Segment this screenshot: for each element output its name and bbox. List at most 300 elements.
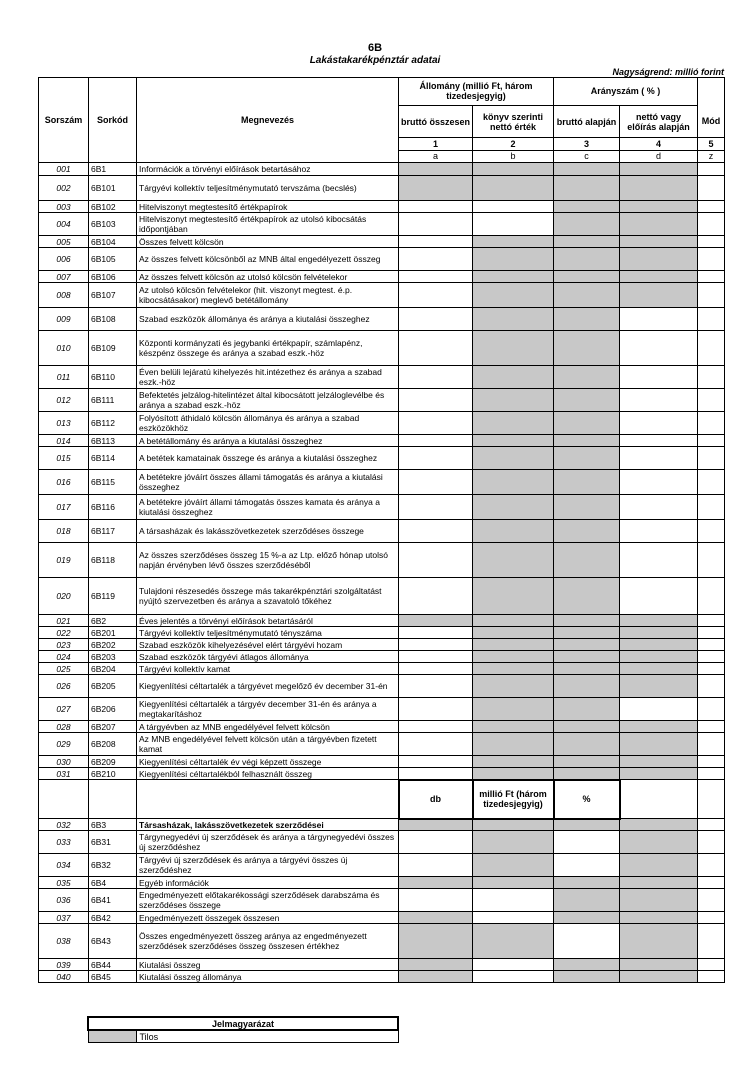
value-cell [473, 854, 554, 877]
mod-cell[interactable] [698, 627, 725, 639]
row-sorszam: 038 [39, 924, 89, 959]
mod-cell[interactable] [698, 663, 725, 675]
value-cell[interactable] [399, 889, 473, 912]
row-sorszam: 034 [39, 854, 89, 877]
col-header-aranyszam: Arányszám ( % ) [554, 78, 698, 106]
table-row [39, 721, 725, 733]
table-row [39, 627, 725, 639]
value-cell[interactable] [620, 698, 698, 721]
mod-cell[interactable] [698, 651, 725, 663]
row-megnevezes: Kiegyenlítési céltartalék a tárgyévet megelőző év december 31-én [137, 675, 399, 698]
value-cell [554, 912, 620, 924]
value-cell[interactable] [554, 831, 620, 854]
row-megnevezes: Tárgyévi új szerződések és aránya a tárgyévi összes új szerződéshez [137, 854, 399, 877]
value-cell [399, 877, 473, 889]
mod-cell[interactable] [698, 733, 725, 756]
value-cell [620, 639, 698, 651]
row-megnevezes: Engedményezett előtakarékossági szerződések darabszáma és szerződéses összege [137, 889, 399, 912]
row-megnevezes: Kiutalási összeg állománya [137, 971, 399, 983]
value-cell [473, 578, 554, 615]
table-row [39, 675, 725, 698]
col-letter: z [698, 150, 725, 162]
table-row [39, 520, 725, 543]
value-cell[interactable] [399, 331, 473, 366]
value-cell [554, 543, 620, 578]
row-sorkod: 6B117 [89, 520, 137, 543]
mod-cell[interactable] [698, 271, 725, 283]
row-megnevezes: Szabad eszközök állománya és aránya a kiutalási összeghez [137, 308, 399, 331]
mod-cell[interactable] [698, 877, 725, 889]
value-cell [473, 698, 554, 721]
row-sorszam: 021 [39, 615, 89, 627]
value-cell[interactable] [399, 768, 473, 780]
value-cell[interactable] [620, 366, 698, 389]
row-sorkod: 6B204 [89, 663, 137, 675]
value-cell[interactable] [399, 831, 473, 854]
row-sorszam: 012 [39, 389, 89, 412]
value-cell [620, 721, 698, 733]
table-row [39, 201, 725, 213]
value-cell [473, 163, 554, 176]
row-megnevezes: Hitelviszonyt megtestesítő értékpapírok az utolsó kibocsátás időpontjában [137, 213, 399, 236]
value-cell [473, 271, 554, 283]
row-megnevezes: Információk a törvényi előírások betartásához [137, 163, 399, 176]
mod-cell[interactable] [698, 971, 725, 983]
row-sorszam: 037 [39, 912, 89, 924]
value-cell [473, 831, 554, 854]
row-megnevezes: Folyósított áthidaló kölcsön állománya és aránya a szabad eszközökhöz [137, 412, 399, 435]
value-cell [620, 971, 698, 983]
row-megnevezes: Tárgynegyedévi új szerződések és aránya a tárgynegyedévi összes új szerződéshez [137, 831, 399, 854]
value-cell [554, 283, 620, 308]
row-sorszam: 027 [39, 698, 89, 721]
value-cell [473, 412, 554, 435]
col-header-megnevezes: Megnevezés [137, 78, 399, 163]
value-cell [554, 412, 620, 435]
table-row [39, 308, 725, 331]
value-cell [620, 176, 698, 201]
value-cell[interactable] [399, 663, 473, 675]
value-cell[interactable] [399, 412, 473, 435]
table-row [39, 447, 725, 470]
row-megnevezes: Kiegyenlítési céltartalék év végi képzett összege [137, 756, 399, 768]
mod-cell[interactable] [698, 201, 725, 213]
row-megnevezes: Befektetés jelzálog-hitelintézet által kibocsátott jelzáloglevélbe és aránya a szabad eszk.-höz [137, 389, 399, 412]
value-cell [620, 756, 698, 768]
col-header-pct: % [554, 780, 620, 819]
row-megnevezes: A betétekre jóváírt összes állami támogatás és aránya a kiutalási összeghez [137, 470, 399, 495]
value-cell [620, 163, 698, 176]
table-row [39, 213, 725, 236]
value-cell[interactable] [399, 675, 473, 698]
mod-cell[interactable] [698, 768, 725, 780]
value-cell[interactable] [620, 331, 698, 366]
value-cell[interactable] [399, 308, 473, 331]
col-header-mod: Mód [698, 105, 725, 137]
unit-label: Nagyságrend: millió forint [612, 67, 724, 77]
value-cell [554, 176, 620, 201]
row-sorszam: 033 [39, 831, 89, 854]
row-megnevezes: Hitelviszonyt megtestesítő értékpapírok [137, 201, 399, 213]
col-letter: a [399, 150, 473, 162]
row-megnevezes: A társasházak és lakásszövetkezetek szerződéses összege [137, 520, 399, 543]
value-cell[interactable] [473, 213, 554, 236]
row-sorkod: 6B209 [89, 756, 137, 768]
table-row [39, 768, 725, 780]
value-cell [473, 756, 554, 768]
mod-cell[interactable] [698, 163, 725, 176]
table-row [39, 176, 725, 201]
row-sorkod: 6B44 [89, 959, 137, 971]
row-sorszam: 001 [39, 163, 89, 176]
value-cell [620, 733, 698, 756]
row-sorkod: 6B104 [89, 236, 137, 248]
value-cell[interactable] [620, 520, 698, 543]
value-cell[interactable] [620, 308, 698, 331]
row-sorkod: 6B111 [89, 389, 137, 412]
value-cell [473, 331, 554, 366]
value-cell [473, 615, 554, 627]
value-cell [473, 366, 554, 389]
value-cell [620, 912, 698, 924]
table-row [39, 831, 725, 854]
mod-cell[interactable] [698, 543, 725, 578]
value-cell [554, 651, 620, 663]
row-sorszam: 023 [39, 639, 89, 651]
value-cell [473, 663, 554, 675]
mod-cell[interactable] [698, 520, 725, 543]
table-row [39, 756, 725, 768]
table-row [39, 435, 725, 447]
table-row [39, 366, 725, 389]
value-cell[interactable] [620, 543, 698, 578]
row-sorszam: 029 [39, 733, 89, 756]
row-megnevezes: Az MNB engedélyével felvett kölcsön után a tárgyévben fizetett kamat [137, 733, 399, 756]
mod-cell[interactable] [698, 176, 725, 201]
row-sorszam: 028 [39, 721, 89, 733]
table-row [39, 389, 725, 412]
mod-cell[interactable] [698, 366, 725, 389]
mod-cell[interactable] [698, 283, 725, 308]
value-cell[interactable] [620, 435, 698, 447]
value-cell [554, 721, 620, 733]
row-sorszam: 025 [39, 663, 89, 675]
row-sorkod: 6B1 [89, 163, 137, 176]
value-cell [554, 248, 620, 271]
row-sorszam: 008 [39, 283, 89, 308]
col-number: 4 [620, 138, 698, 150]
row-sorkod: 6B31 [89, 831, 137, 854]
value-cell [554, 971, 620, 983]
value-cell[interactable] [473, 201, 554, 213]
mod-cell[interactable] [698, 236, 725, 248]
value-cell [554, 271, 620, 283]
value-cell [554, 698, 620, 721]
row-sorkod: 6B109 [89, 331, 137, 366]
value-cell [473, 675, 554, 698]
value-cell[interactable] [399, 213, 473, 236]
value-cell [473, 819, 554, 831]
row-megnevezes: Az összes szerződéses összeg 15 %-a az Ltp. előző hónap utolsó napján érvényben lévő összes szerződéséből [137, 543, 399, 578]
row-megnevezes: Társasházak, lakásszövetkezetek szerződései [137, 819, 399, 831]
row-sorkod: 6B110 [89, 366, 137, 389]
table-row [39, 819, 725, 831]
value-cell [473, 176, 554, 201]
row-sorkod: 6B207 [89, 721, 137, 733]
value-cell[interactable] [399, 470, 473, 495]
mod-cell[interactable] [698, 698, 725, 721]
row-sorszam: 007 [39, 271, 89, 283]
value-cell [473, 520, 554, 543]
mod-cell[interactable] [698, 675, 725, 698]
col-header-millio: millió Ft (három tizedesjegyig) [473, 780, 554, 819]
value-cell [473, 308, 554, 331]
value-cell [620, 283, 698, 308]
row-sorszam: 018 [39, 520, 89, 543]
value-cell [473, 470, 554, 495]
row-sorszam: 039 [39, 959, 89, 971]
value-cell[interactable] [399, 543, 473, 578]
row-megnevezes: A betétállomány és aránya a kiutalási összeghez [137, 435, 399, 447]
row-sorszam: 030 [39, 756, 89, 768]
row-megnevezes: Kiutalási összeg [137, 959, 399, 971]
mod-cell[interactable] [698, 831, 725, 854]
value-cell[interactable] [399, 854, 473, 877]
row-sorkod: 6B103 [89, 213, 137, 236]
table-row [39, 924, 725, 959]
value-cell [554, 236, 620, 248]
value-cell [620, 831, 698, 854]
value-cell[interactable] [620, 578, 698, 615]
row-sorszam: 015 [39, 447, 89, 470]
value-cell[interactable] [399, 366, 473, 389]
form-code: 6B [367, 42, 383, 54]
table-row [39, 971, 725, 983]
value-cell[interactable] [620, 389, 698, 412]
row-sorkod: 6B101 [89, 176, 137, 201]
value-cell [399, 971, 473, 983]
row-sorkod: 6B4 [89, 877, 137, 889]
table-row [39, 470, 725, 495]
value-cell [473, 495, 554, 520]
mod-cell[interactable] [698, 495, 725, 520]
table-row [39, 639, 725, 651]
value-cell [554, 663, 620, 675]
value-cell[interactable] [399, 248, 473, 271]
value-cell [473, 651, 554, 663]
row-megnevezes: Összes engedményezett összeg aránya az engedményezett szerződések szerződéses összeg összesen értékhez [137, 924, 399, 959]
mod-cell[interactable] [698, 213, 725, 236]
col-letter: b [473, 150, 554, 162]
row-sorkod: 6B112 [89, 412, 137, 435]
value-cell[interactable] [399, 756, 473, 768]
value-cell [620, 959, 698, 971]
value-cell[interactable] [399, 447, 473, 470]
mod-cell[interactable] [698, 435, 725, 447]
value-cell[interactable] [399, 389, 473, 412]
value-cell[interactable] [554, 854, 620, 877]
value-cell[interactable] [620, 412, 698, 435]
table-row [39, 578, 725, 615]
value-cell [620, 651, 698, 663]
value-cell [620, 675, 698, 698]
row-sorkod: 6B202 [89, 639, 137, 651]
value-cell [554, 520, 620, 543]
value-cell[interactable] [399, 733, 473, 756]
mod-cell[interactable] [698, 924, 725, 959]
row-sorkod: 6B118 [89, 543, 137, 578]
table-row [39, 651, 725, 663]
value-cell [554, 639, 620, 651]
value-cell [554, 615, 620, 627]
value-cell[interactable] [473, 912, 554, 924]
mod-cell[interactable] [698, 412, 725, 435]
row-sorszam: 004 [39, 213, 89, 236]
mod-cell[interactable] [698, 578, 725, 615]
value-cell[interactable] [399, 578, 473, 615]
table-row [39, 412, 725, 435]
col-number: 5 [698, 138, 725, 150]
value-cell [554, 733, 620, 756]
table-row [39, 854, 725, 877]
legend-title: Jelmagyarázat [88, 1017, 398, 1030]
value-cell[interactable] [399, 283, 473, 308]
value-cell [620, 768, 698, 780]
mod-cell[interactable] [698, 331, 725, 366]
data-table [38, 77, 725, 983]
mod-cell[interactable] [698, 308, 725, 331]
value-cell [554, 877, 620, 889]
table-row [39, 663, 725, 675]
value-cell [620, 201, 698, 213]
row-megnevezes: Tárgyévi kollektív teljesítménymutató tényszáma [137, 627, 399, 639]
value-cell[interactable] [620, 470, 698, 495]
row-sorkod: 6B106 [89, 271, 137, 283]
col-header-db: db [399, 780, 473, 819]
value-cell[interactable] [399, 651, 473, 663]
value-cell[interactable] [473, 971, 554, 983]
row-sorkod: 6B114 [89, 447, 137, 470]
value-cell [473, 924, 554, 959]
row-sorkod: 6B210 [89, 768, 137, 780]
value-cell[interactable] [399, 721, 473, 733]
row-megnevezes: Tárgyévi kollektív teljesítménymutató tervszáma (becslés) [137, 176, 399, 201]
mod-cell[interactable] [698, 389, 725, 412]
row-sorkod: 6B41 [89, 889, 137, 912]
value-cell[interactable] [399, 627, 473, 639]
value-cell [399, 176, 473, 201]
row-sorszam: 006 [39, 248, 89, 271]
row-sorszam: 026 [39, 675, 89, 698]
value-cell [399, 819, 473, 831]
mod-cell[interactable] [698, 447, 725, 470]
row-megnevezes: Éves jelentés a törvényi előírások betartásáról [137, 615, 399, 627]
value-cell [473, 627, 554, 639]
value-cell [620, 877, 698, 889]
value-cell[interactable] [399, 201, 473, 213]
mod-cell[interactable] [698, 470, 725, 495]
value-cell [473, 639, 554, 651]
value-cell[interactable] [399, 520, 473, 543]
mod-cell[interactable] [698, 912, 725, 924]
row-megnevezes: Éven belüli lejáratú kihelyezés hit.intézethez és aránya a szabad eszk.-höz [137, 366, 399, 389]
mod-cell[interactable] [698, 854, 725, 877]
row-sorkod: 6B115 [89, 470, 137, 495]
col-header-allomany: Állomány (millió Ft, három tizedesjegyig) [399, 78, 554, 106]
table-row [39, 331, 725, 366]
table-row [39, 283, 725, 308]
value-cell [620, 627, 698, 639]
row-sorszam: 040 [39, 971, 89, 983]
mod-cell[interactable] [698, 615, 725, 627]
row-sorkod: 6B107 [89, 283, 137, 308]
mod-cell[interactable] [698, 639, 725, 651]
row-sorszam: 010 [39, 331, 89, 366]
value-cell[interactable] [399, 435, 473, 447]
row-sorszam: 002 [39, 176, 89, 201]
mod-cell[interactable] [698, 959, 725, 971]
value-cell[interactable] [554, 924, 620, 959]
mod-cell[interactable] [698, 889, 725, 912]
value-cell[interactable] [473, 889, 554, 912]
row-sorkod: 6B45 [89, 971, 137, 983]
value-cell[interactable] [620, 447, 698, 470]
row-megnevezes: Szabad eszközök kihelyezésével elért tárgyévi hozam [137, 639, 399, 651]
row-sorkod: 6B113 [89, 435, 137, 447]
mod-cell[interactable] [698, 756, 725, 768]
row-megnevezes: Összes felvett kölcsön [137, 236, 399, 248]
value-cell[interactable] [399, 271, 473, 283]
row-megnevezes: Szabad eszközök tárgyévi átlagos állománya [137, 651, 399, 663]
mod-cell[interactable] [698, 819, 725, 831]
value-cell[interactable] [473, 959, 554, 971]
row-sorkod: 6B116 [89, 495, 137, 520]
value-cell[interactable] [399, 698, 473, 721]
row-megnevezes: Az utolsó kölcsön felvételekor (hit. viszonyt megtest. é.p. kibocsátásakor) meglevő betétállomány [137, 283, 399, 308]
table-row [39, 271, 725, 283]
row-sorszam: 013 [39, 412, 89, 435]
value-cell[interactable] [620, 495, 698, 520]
value-cell[interactable] [399, 236, 473, 248]
value-cell [473, 283, 554, 308]
mod-cell[interactable] [698, 248, 725, 271]
value-cell [473, 435, 554, 447]
value-cell [554, 889, 620, 912]
sub-header-row [39, 780, 725, 819]
row-sorkod: 6B205 [89, 675, 137, 698]
row-sorkod: 6B119 [89, 578, 137, 615]
row-sorszam: 016 [39, 470, 89, 495]
row-sorkod: 6B203 [89, 651, 137, 663]
row-sorszam: 036 [39, 889, 89, 912]
value-cell [554, 308, 620, 331]
value-cell [554, 213, 620, 236]
value-cell [473, 721, 554, 733]
row-sorkod: 6B105 [89, 248, 137, 271]
value-cell [554, 470, 620, 495]
mod-cell[interactable] [698, 721, 725, 733]
col-header-sorkod: Sorkód [89, 78, 137, 163]
row-sorszam: 022 [39, 627, 89, 639]
row-sorszam: 031 [39, 768, 89, 780]
row-sorkod: 6B206 [89, 698, 137, 721]
value-cell [473, 543, 554, 578]
row-sorkod: 6B2 [89, 615, 137, 627]
value-cell[interactable] [399, 495, 473, 520]
row-megnevezes: Tulajdoni részesedés összege más takarékpénztári szolgáltatást nyújtó szervezetben és aránya a szavatoló tőkéhez [137, 578, 399, 615]
value-cell [554, 447, 620, 470]
value-cell[interactable] [399, 639, 473, 651]
